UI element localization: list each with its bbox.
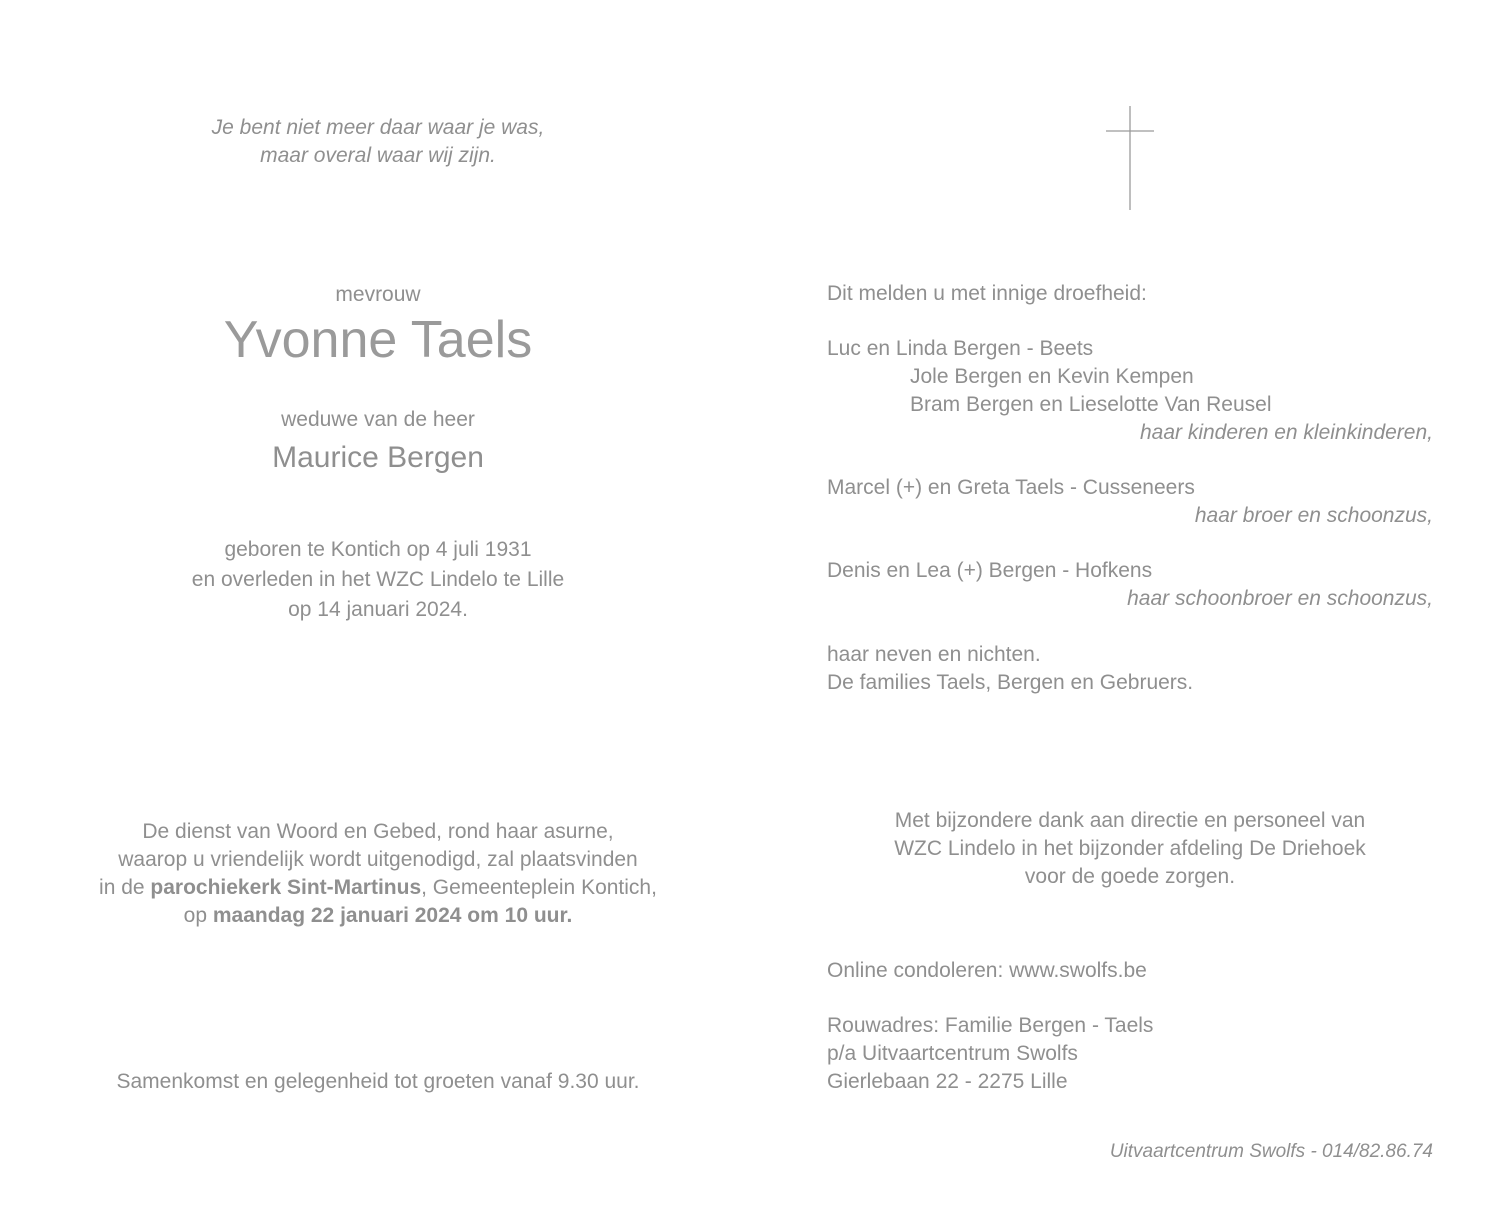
poem-line: maar overal waar wij zijn. <box>260 144 496 167</box>
gathering-info: Samenkomst en gelegenheid tot groeten vanaf 9.30 uur. <box>116 1070 640 1093</box>
birth-death <box>80 535 676 625</box>
spouse-name: Maurice Bergen <box>272 441 484 474</box>
family-relation: haar broer en schoonzus, <box>1194 504 1433 527</box>
title-prefix: mevrouw <box>335 283 421 306</box>
service-info <box>40 818 716 930</box>
service-datetime: maandag 22 januari 2024 om 10 uur. <box>212 904 573 927</box>
family-main: Luc en Linda Bergen - Beets <box>827 337 1094 360</box>
address-line: Gierlebaan 22 - 2275 Lille <box>827 1070 1068 1093</box>
service-line: waarop u vriendelijk wordt uitgenodigd, zal plaatsvinden <box>118 848 638 871</box>
family-main: Denis en Lea (+) Bergen - Hofkens <box>827 559 1153 582</box>
relatives-line: haar neven en nichten. <box>827 643 1041 666</box>
thanks-message <box>827 807 1433 891</box>
other-relatives <box>827 641 1433 697</box>
service-location-line <box>40 874 716 902</box>
family-relation: haar schoonbroer en schoonzus, <box>1127 587 1433 610</box>
service-text: , Gemeenteplein Kontich, <box>421 876 657 899</box>
family-relation: haar kinderen en kleinkinderen, <box>1139 421 1433 444</box>
family-main: Marcel (+) en Greta Taels - Cusseneers <box>827 476 1195 499</box>
family-sub: Jole Bergen en Kevin Kempen <box>910 365 1194 388</box>
widow-of: weduwe van de heer <box>281 408 475 431</box>
family-group-brother <box>827 474 1433 530</box>
address-line: Rouwadres: Familie Bergen - Taels <box>827 1014 1154 1037</box>
cross-icon <box>1100 104 1160 212</box>
church-name: parochiekerk Sint-Martinus <box>150 876 422 899</box>
thanks-line: WZC Lindelo in het bijzonder afdeling De Driehoek <box>894 837 1366 860</box>
service-text: in de <box>99 876 151 899</box>
funeral-home-footer: Uitvaartcentrum Swolfs - 014/82.86.74 <box>1109 1141 1433 1162</box>
relatives-line: De families Taels, Bergen en Gebruers. <box>827 671 1194 694</box>
deceased-name: Yvonne Taels <box>223 311 533 369</box>
family-group-brother-in-law <box>827 557 1433 613</box>
service-date-line <box>40 902 716 930</box>
thanks-line: voor de goede zorgen. <box>1024 865 1236 888</box>
service-text: op <box>183 904 213 927</box>
address-line: p/a Uitvaartcentrum Swolfs <box>827 1042 1078 1065</box>
death-line: en overleden in het WZC Lindelo te Lille <box>191 568 565 591</box>
family-sub: Bram Bergen en Lieselotte Van Reusel <box>910 393 1272 416</box>
mourning-address <box>827 1012 1433 1096</box>
death-date-line: op 14 januari 2024. <box>288 598 468 621</box>
online-condolences: Online condoleren: www.swolfs.be <box>827 959 1147 982</box>
thanks-line: Met bijzondere dank aan directie en personeel van <box>894 809 1366 832</box>
announcement-intro: Dit melden u met innige droefheid: <box>827 282 1147 305</box>
family-group-children <box>827 335 1433 447</box>
poem <box>80 114 676 170</box>
birth-line: geboren te Kontich op 4 juli 1931 <box>224 538 532 561</box>
poem-line: Je bent niet meer daar waar je was, <box>211 116 545 139</box>
service-line: De dienst van Woord en Gebed, rond haar asurne, <box>142 820 614 843</box>
